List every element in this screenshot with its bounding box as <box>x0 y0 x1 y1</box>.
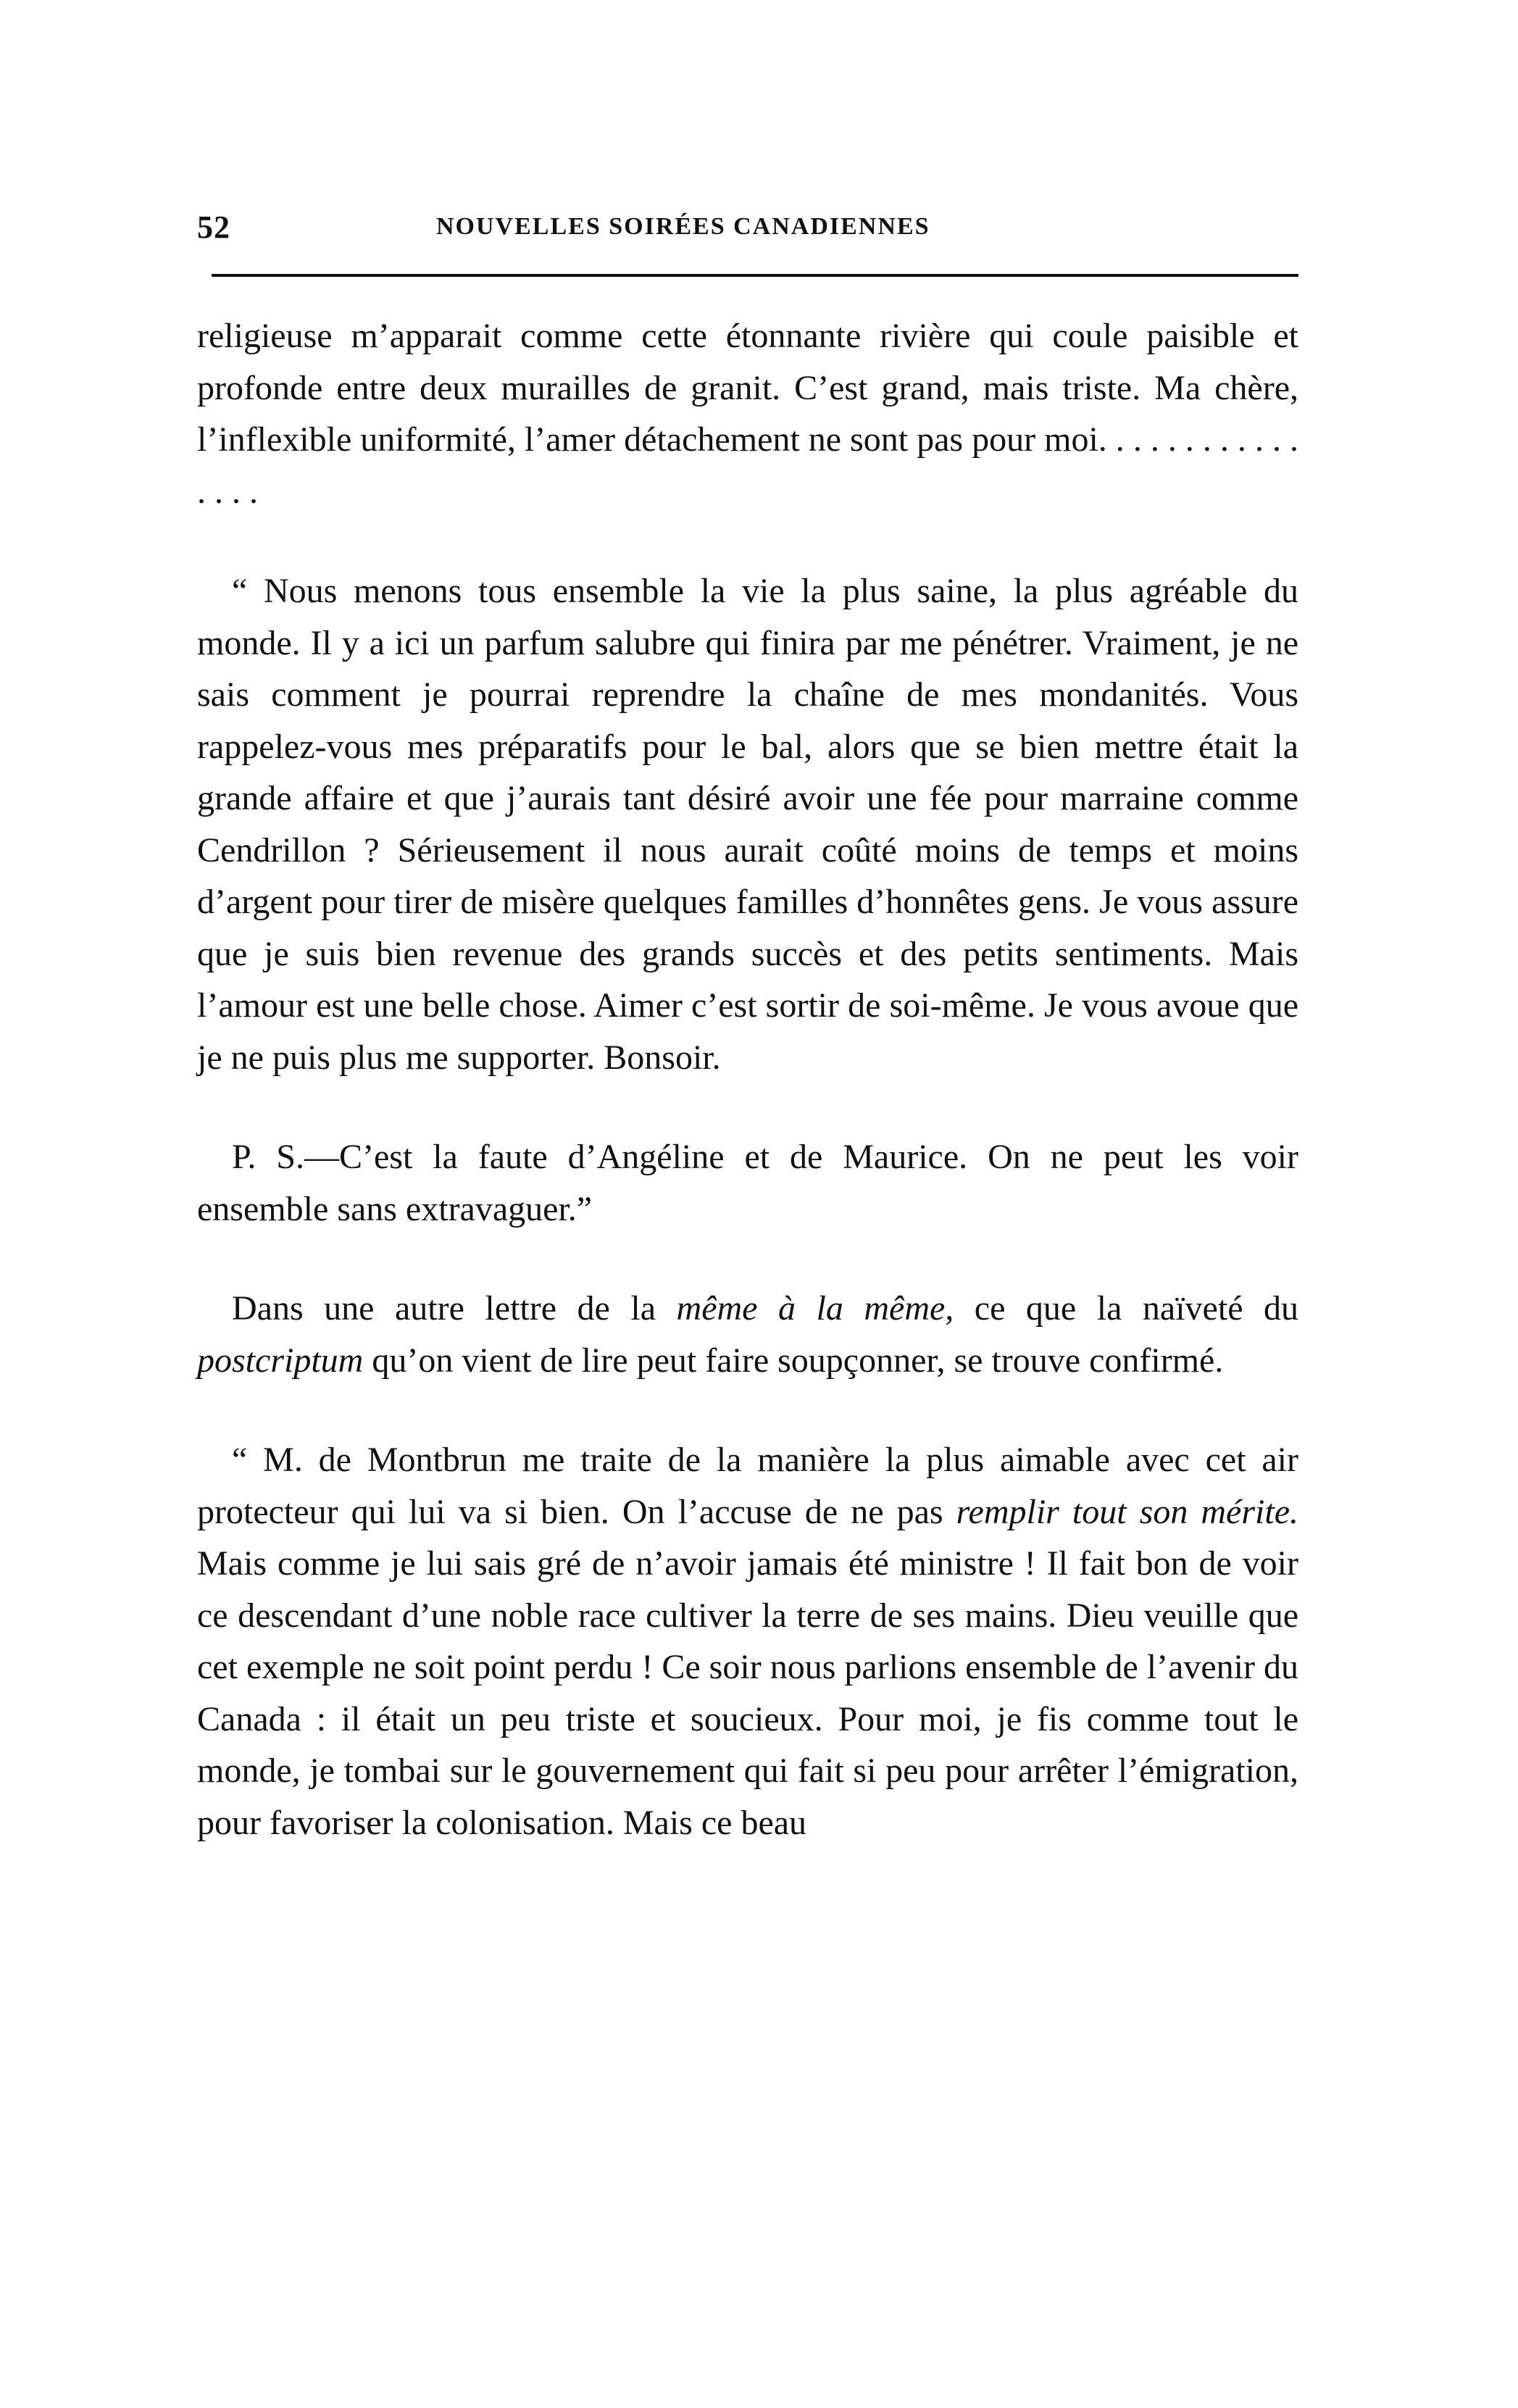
paragraph-text: ce que la naïveté du <box>954 1289 1299 1328</box>
paragraph-continuation: religieuse m’apparait comme cette étonnante rivière qui coule paisible et profonde entre deux murailles de granit. C’est grand, mais triste. Ma chère, l’inflexible uniformité, l’amer détachement ne sont pas pour moi. . . . . . . . . . . . . . . . <box>197 317 1298 511</box>
paragraph-gap <box>197 1386 1298 1434</box>
header-rule <box>212 274 1298 277</box>
paragraph-postscript: P. S.—C’est la faute d’Angéline et de Maurice. On ne peut les voir ensemble sans extravaguer.” <box>197 1138 1298 1228</box>
running-title: NOUVELLES SOIRÉES CANADIENNES <box>436 213 930 240</box>
book-page <box>197 188 1299 1842</box>
paragraph-text: “ M. de Montbrun me traite de la manière la plus aimable avec cet air protecteur qui lui va si bien. On l’accuse de ne pas <box>197 1441 1298 1531</box>
page-number: 52 <box>197 209 230 245</box>
italic-phrase: remplir tout son mérite. <box>956 1492 1299 1531</box>
running-head <box>197 188 1298 254</box>
paragraph-gap <box>197 1083 1298 1131</box>
paragraph-text: qu’on vient de lire peut faire soupçonner, se trouve confirmé. <box>363 1341 1224 1380</box>
paragraph-second-letter <box>197 1434 1298 1849</box>
page-body <box>197 310 1298 1849</box>
paragraph-text: Dans une autre lettre de la <box>232 1289 677 1328</box>
paragraph-gap <box>197 1235 1298 1283</box>
italic-phrase: même à la même, <box>676 1289 954 1328</box>
paragraph-narration <box>197 1283 1298 1386</box>
italic-word: postcriptum <box>197 1341 364 1380</box>
paragraph-text: Mais comme je lui sais gré de n’avoir jamais été ministre ! Il fait bon de voir ce descendant d’une noble race cultiver la terre de ses mains. Dieu veuille que cet exemple ne soit point perdu ! Ce soir nous parlions ensemble de l’avenir du Canada : il était un peu triste et soucieux. Pour moi, je fis comme tout le monde, je tombai sur le gouvernement qui fait si peu pour arrêter l’émigration, pour favoriser la colonisation. Mais ce beau <box>197 1544 1298 1842</box>
paragraph-gap <box>197 517 1298 565</box>
paragraph-letter-quote: “ Nous menons tous ensemble la vie la plus saine, la plus agréable du monde. Il y a ici un parfum salubre qui finira par me pénétrer. Vraiment, je ne sais comment je pourrai reprendre la chaîne de mes mondanités. Vous rappelez-vous mes préparatifs pour le bal, alors que se bien mettre était la grande affaire et que j’aurais tant désiré avoir une fée pour marraine comme Cendrillon ? Sérieusement il nous aurait coûté moins de temps et moins d’argent pour tirer de misère quelques familles d’honnêtes gens. Je vous assure que je suis bien revenue des grands succès et des petits sentiments. Mais l’amour est une belle chose. Aimer c’est sortir de soi-même. Je vous avoue que je ne puis plus me supporter. Bonsoir. <box>197 572 1298 1077</box>
